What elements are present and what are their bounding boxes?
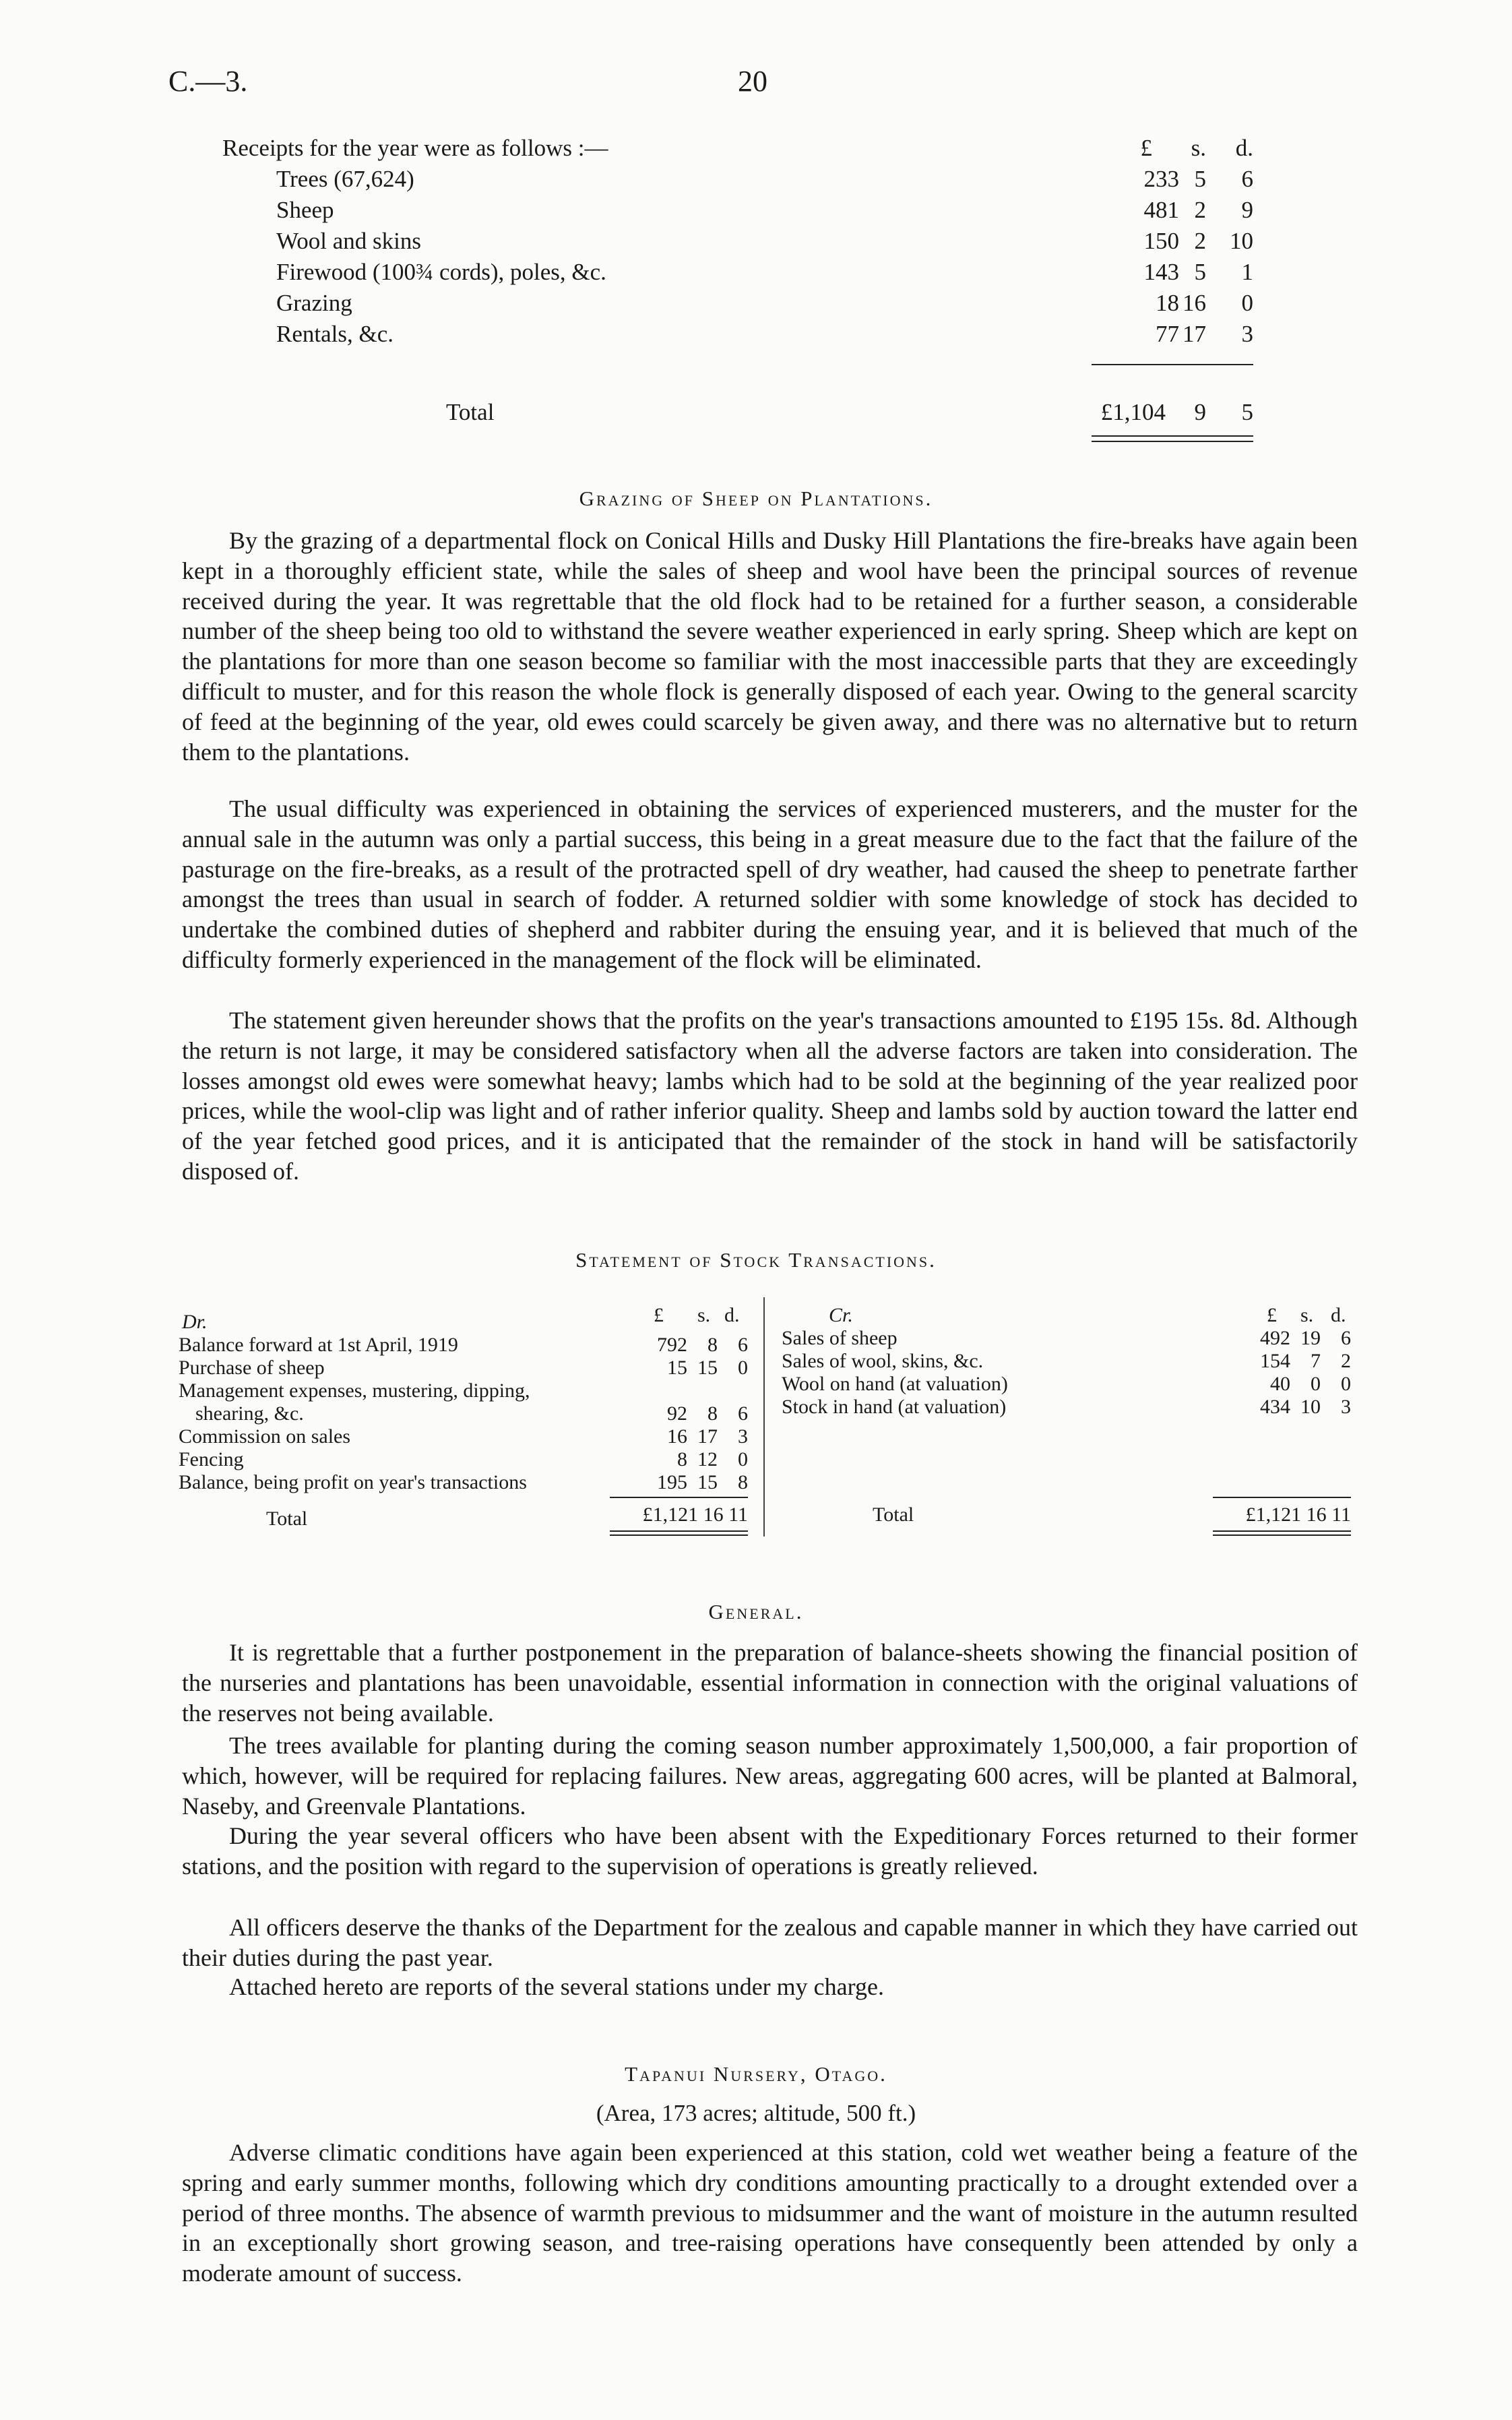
receipts-row-pence: 6 xyxy=(1241,166,1253,192)
statement-cr-row-shillings: 19 xyxy=(1300,1327,1321,1349)
statement-dr-row-pounds: 792 xyxy=(657,1334,687,1356)
receipts-row xyxy=(276,290,1260,321)
statement-cr-label: Cr. xyxy=(829,1304,853,1326)
receipts-col-pounds: £ xyxy=(1140,135,1152,161)
statement-dr-row-shillings: 12 xyxy=(697,1448,718,1470)
statement-dr-col-shillings: s. xyxy=(697,1304,711,1326)
receipts-row-shillings: 2 xyxy=(1194,228,1206,254)
statement-cr-row-pounds: 154 xyxy=(1260,1350,1290,1372)
statement-cr-total-double-rule xyxy=(1213,1530,1351,1532)
statement-cr-row-label: Sales of wool, skins, &c. xyxy=(782,1350,984,1372)
receipts-row-pence: 0 xyxy=(1241,290,1253,316)
document-reference: C.—3. xyxy=(168,65,248,98)
statement-cr-row-pence: 0 xyxy=(1341,1373,1351,1395)
receipts-row-label: Sheep xyxy=(276,197,334,223)
tapanui-paragraph: Adverse climatic conditions have again been experienced at this station, cold wet weather being a feature of the spring and early summer months, following which dry conditions amounting practically to a drought extended over a period of three months. The absence of warmth previous to midsummer and the want of moisture in the autumn resulted in an exceptionally short growing season, and tree-raising operations have consequently been attended by only a moderate amount of success. xyxy=(182,2139,1358,2287)
statement-dr-row-shillings: 15 xyxy=(697,1471,718,1493)
general-paragraph: The trees available for planting during the coming season number approximately 1,500,000, a fair proportion of which, however, will be required for replacing failures. New areas, aggregating 600 acres, will be planted at Balmoral, Naseby, and Greenvale Plantations. xyxy=(182,1732,1358,1820)
receipts-total-pence: 5 xyxy=(1241,399,1253,425)
statement-dr-row-pence: 0 xyxy=(738,1357,748,1379)
statement-dr-row-pounds: 16 xyxy=(667,1425,687,1448)
statement-dr-row-pence: 3 xyxy=(738,1425,748,1448)
receipts-row xyxy=(276,197,1260,228)
statement-dr-row-shillings: 8 xyxy=(707,1402,718,1425)
statement-dr-row-label: shearing, &c. xyxy=(195,1402,304,1425)
statement-dr-col-pounds: £ xyxy=(654,1304,664,1326)
statement-cr-row-pounds: 492 xyxy=(1260,1327,1290,1349)
statement-cr-col-pounds: £ xyxy=(1267,1304,1277,1326)
tapanui-subtitle: (Area, 173 acres; altitude, 500 ft.) xyxy=(596,2100,916,2126)
statement-dr-row-label: Fencing xyxy=(179,1448,244,1470)
receipts-total-pounds: £1,104 xyxy=(1100,399,1166,425)
statement-cr-total-label: Total xyxy=(873,1503,914,1526)
statement-dr-row-pence: 8 xyxy=(738,1471,748,1493)
receipts-row-label: Wool and skins xyxy=(276,228,421,254)
statement-dr-row-label: Balance forward at 1st April, 1919 xyxy=(179,1334,458,1356)
statement-cr-row-label: Wool on hand (at valuation) xyxy=(782,1373,1008,1395)
grazing-section-title: Grazing of Sheep on Plantations. xyxy=(579,487,933,510)
receipts-row-pounds: 481 xyxy=(1143,197,1179,223)
statement-dr-col-pence: d. xyxy=(724,1304,740,1326)
grazing-paragraph: The usual difficulty was experienced in obtaining the services of experienced musterers, and the muster for the annual sale in the autumn was only a partial success, this being in a great measure due to the fact that the failure of the pasturage on the fire-breaks, as a result of the protracted spell of dry weather, had caused the sheep to penetrate farther amongst the trees than usual in search of fodder. A returned soldier with some knowledge of stock has decided to undertake the combined duties of shepherd and rabbiter during the ensuing year, and it is believed that much of the difficulty formerly experienced in the management of the flock will be eliminated. xyxy=(182,795,1358,973)
statement-dr-row-label: Commission on sales xyxy=(179,1425,351,1448)
statement-cr-col-shillings: s. xyxy=(1300,1304,1314,1326)
statement-cr-row-shillings: 0 xyxy=(1311,1373,1321,1395)
receipts-total-shillings: 9 xyxy=(1194,399,1206,425)
receipts-row-pence: 10 xyxy=(1230,228,1253,254)
receipts-row-shillings: 5 xyxy=(1194,259,1206,285)
grazing-paragraph: By the grazing of a departmental flock on Conical Hills and Dusky Hill Plantations the fire-breaks have again been kept in a thoroughly efficient state, while the sales of sheep and wool have been the principal sources of revenue received during the year. It was regrettable that the old flock had to be retained for a further season, a considerable number of the sheep being too old to withstand the severe weather experienced in early spring. Sheep which are kept on the plantations for more than one season become so familiar with the most inaccessible parts that they are exceedingly difficult to muster, and for this reason the whole flock is generally disposed of each year. Owing to the general scarcity of feed at the beginning of the year, old ewes could scarcely be given away, and there was no alternative but to return them to the plantations. xyxy=(182,527,1358,766)
statement-dr-row-label: Balance, being profit on year's transactions xyxy=(179,1471,527,1493)
page-number: 20 xyxy=(738,65,767,98)
statement-cr-row-pounds: 40 xyxy=(1270,1373,1290,1395)
general-paragraph: It is regrettable that a further postponement in the preparation of balance-sheets showing the financial position of the nurseries and plantations has been unavoidable, essential information in connection with the original valuations of the reserves not being available. xyxy=(182,1639,1358,1727)
receipts-row-label: Trees (67,624) xyxy=(276,166,414,192)
receipts-row-pounds: 150 xyxy=(1143,228,1179,254)
statement-dr-row-shillings: 15 xyxy=(697,1357,718,1379)
statement-cr-row-shillings: 10 xyxy=(1300,1396,1321,1418)
statement-dr-row-pounds: 92 xyxy=(667,1402,687,1425)
receipts-row-pounds: 77 xyxy=(1156,321,1179,347)
statement-cr-subtotal-rule xyxy=(1213,1497,1351,1498)
receipts-row xyxy=(276,166,1260,197)
statement-cr-row-pence: 6 xyxy=(1341,1327,1351,1349)
receipts-total-double-rule xyxy=(1092,441,1253,442)
statement-dr-total-double-rule xyxy=(610,1534,748,1536)
receipts-row-pence: 3 xyxy=(1241,321,1253,347)
statement-cr-row-label: Stock in hand (at valuation) xyxy=(782,1396,1007,1418)
statement-dr-total-double-rule xyxy=(610,1530,748,1532)
statement-dr-row-label: Management expenses, mustering, dipping, xyxy=(179,1379,530,1402)
statement-cr-row-pence: 2 xyxy=(1341,1350,1351,1372)
receipts-row-pence: 1 xyxy=(1241,259,1253,285)
statement-dr-row-pence: 6 xyxy=(738,1334,748,1356)
receipts-intro: Receipts for the year were as follows :— xyxy=(222,135,608,161)
statement-dr-label: Dr. xyxy=(182,1311,208,1333)
grazing-paragraph: The statement given hereunder shows that the profits on the year's transactions amounted to £195 15s. 8d. Although the return is not large, it may be considered satisfactory when all the adverse factors are taken into consideration. The losses amongst old ewes were somewhat heavy; lambs which had to be sold at the beginning of the year realized poor prices, while the wool-clip was light and of rather inferior quality. Sheep and lambs sold by auction toward the latter end of the year fetched good prices, and it is anticipated that the remainder of the stock in hand will be satisfactorily disposed of. xyxy=(182,1007,1358,1185)
receipts-row-pence: 9 xyxy=(1241,197,1253,223)
receipts-subtotal-rule xyxy=(1092,364,1253,365)
receipts-row-pounds: 18 xyxy=(1156,290,1179,316)
general-paragraph: During the year several officers who have been absent with the Expeditionary Forces returned to their former stations, and the position with regard to the supervision of operations is greatly relieved. xyxy=(182,1822,1358,1880)
statement-cr-row-pounds: 434 xyxy=(1260,1396,1290,1418)
general-paragraph: Attached hereto are reports of the several stations under my charge. xyxy=(229,1973,884,2000)
receipts-row xyxy=(276,228,1260,259)
statement-dr-row-pounds: 15 xyxy=(667,1357,687,1379)
receipts-row-label: Firewood (100¾ cords), poles, &c. xyxy=(276,259,606,285)
statement-dr-row-pence: 0 xyxy=(738,1448,748,1470)
receipts-row-pounds: 143 xyxy=(1143,259,1179,285)
receipts-row-label: Grazing xyxy=(276,290,352,316)
receipts-col-shillings: s. xyxy=(1191,135,1206,161)
receipts-row-shillings: 16 xyxy=(1183,290,1206,316)
statement-cr-row-shillings: 7 xyxy=(1311,1350,1321,1372)
statement-cr-col-pence: d. xyxy=(1331,1304,1346,1326)
receipts-row-label: Rentals, &c. xyxy=(276,321,393,347)
statement-cr-row-label: Sales of sheep xyxy=(782,1327,897,1349)
statement-dr-row-shillings: 17 xyxy=(697,1425,718,1448)
statement-cr-total-double-rule xyxy=(1213,1534,1351,1536)
statement-dr-subtotal-rule xyxy=(610,1497,748,1498)
statement-cr-total: £1,121 16 11 xyxy=(1245,1503,1351,1526)
tapanui-section-title: Tapanui Nursery, Otago. xyxy=(625,2062,887,2086)
general-section-title: General. xyxy=(708,1600,804,1623)
receipts-row xyxy=(276,259,1260,290)
statement-dr-row-pounds: 8 xyxy=(677,1448,687,1470)
receipts-col-pence: d. xyxy=(1235,135,1253,161)
general-paragraph: All officers deserve the thanks of the Department for the zealous and capable manner in which they have carried out their duties during the past year. xyxy=(182,1914,1358,1971)
statement-dr-row-label: Purchase of sheep xyxy=(179,1357,325,1379)
receipts-row xyxy=(276,321,1260,352)
receipts-row-shillings: 17 xyxy=(1183,321,1206,347)
receipts-row-shillings: 5 xyxy=(1194,166,1206,192)
receipts-total-label: Total xyxy=(446,399,495,425)
statement-dr-total: £1,121 16 11 xyxy=(642,1503,748,1526)
receipts-row-shillings: 2 xyxy=(1194,197,1206,223)
statement-column-divider xyxy=(763,1297,765,1537)
statement-dr-row-pence: 6 xyxy=(738,1402,748,1425)
statement-cr-row-pence: 3 xyxy=(1341,1396,1351,1418)
statement-title: Statement of Stock Transactions. xyxy=(575,1248,937,1272)
receipts-total-double-rule xyxy=(1092,435,1253,437)
statement-dr-row-pounds: 195 xyxy=(657,1471,687,1493)
statement-dr-total-label: Total xyxy=(266,1508,308,1530)
statement-dr-row-shillings: 8 xyxy=(707,1334,718,1356)
receipts-row-pounds: 233 xyxy=(1143,166,1179,192)
